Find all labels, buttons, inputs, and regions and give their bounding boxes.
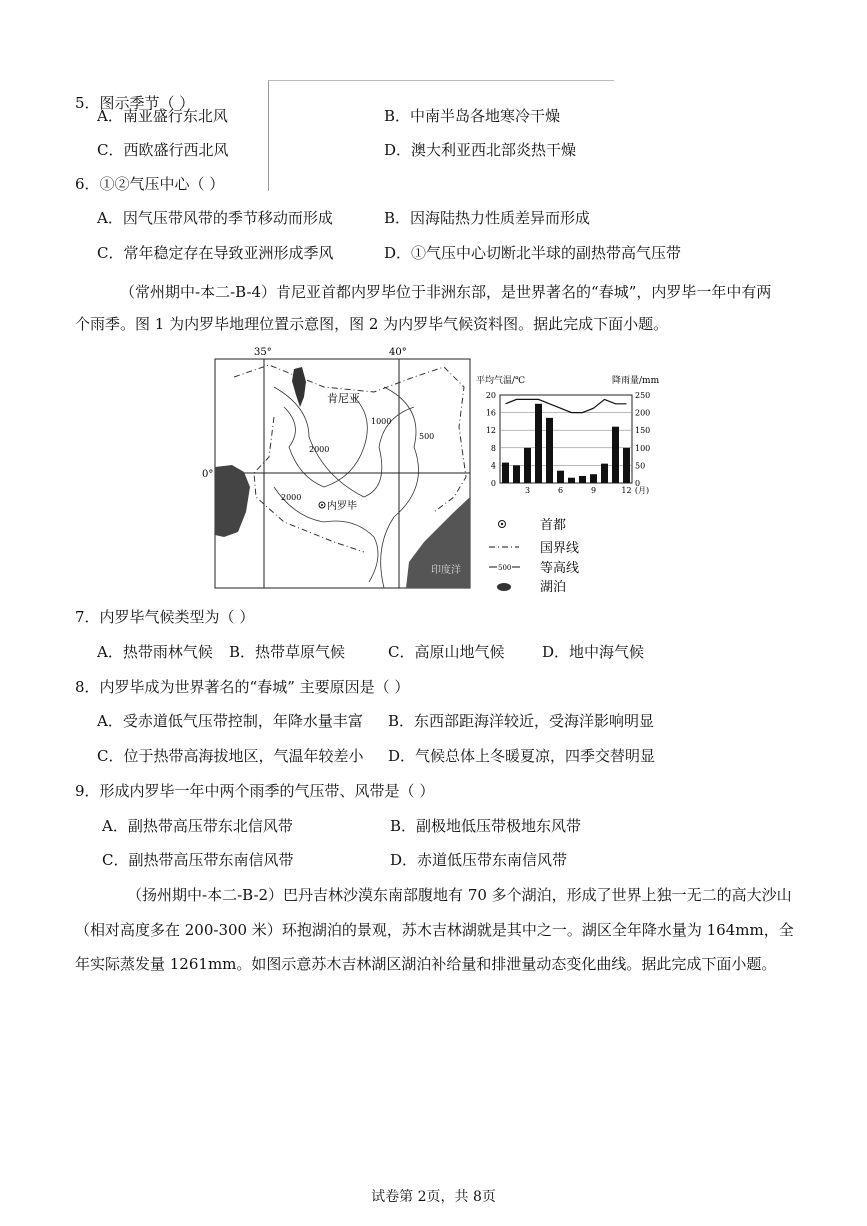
- legend-lake-icon: [497, 583, 511, 591]
- climate-chart: [476, 374, 660, 495]
- legend-contour-label: 等高线: [540, 561, 580, 576]
- rain-bar: [546, 418, 553, 483]
- chart-x-tick: 6: [557, 486, 564, 495]
- chart-x-tick: 12: [621, 486, 632, 495]
- rain-bar: [590, 474, 597, 483]
- rain-bar: [568, 478, 575, 483]
- chart-left-axis-label: 平均气温/℃: [476, 376, 526, 386]
- chart-right-tick: 200: [635, 408, 651, 418]
- capital-label: 内罗毕: [327, 501, 357, 512]
- q9-option-a: A．副热带高压带东北信风带: [102, 817, 293, 835]
- chart-right-tick: 150: [635, 426, 651, 436]
- q8-option-a: A．受赤道低气压带控制，年降水量丰富: [97, 712, 363, 730]
- q6-stem: 6．①②气压中心（ ）: [75, 175, 225, 193]
- legend-border-label: 国界线: [540, 541, 580, 556]
- q7-option-c: C．高原山地气候: [388, 643, 505, 661]
- lat-0-label: 0°: [202, 469, 214, 480]
- legend-capital-dot: [501, 523, 503, 525]
- q6-option-c: C．常年稳定存在导致亚洲形成季风: [97, 244, 334, 262]
- rain-bar: [557, 471, 564, 483]
- chart-x-tick: 9: [590, 486, 597, 495]
- q6-option-a: A．因气压带风带的季节移动而形成: [97, 209, 333, 227]
- temperature-line: [506, 399, 627, 412]
- rain-bar: [579, 476, 586, 483]
- chart-right-tick: 100: [635, 443, 651, 453]
- rain-bar: [612, 427, 619, 483]
- q9-stem: 9．形成内罗毕一年中两个雨季的气压带、风带是（ ）: [75, 782, 435, 800]
- figure-nairobi: [202, 347, 660, 595]
- contour-500-label: 500: [419, 432, 435, 441]
- chart-left-tick: 12: [485, 426, 496, 436]
- q9-option-b: B．副极地低压带极地东风带: [390, 817, 582, 835]
- rain-bar: [513, 465, 520, 483]
- contour-2000a-label: 2000: [309, 445, 330, 454]
- q5-stem: 5．图示季节（ ）: [75, 94, 195, 112]
- scan-artifact: [268, 80, 614, 191]
- q7-option-a: A．热带雨林气候: [97, 643, 213, 661]
- chart-left-tick: 8: [490, 443, 496, 453]
- contour-1000-label: 1000: [371, 417, 392, 426]
- chart-x-tick: 3: [524, 486, 531, 495]
- chart-right-axis-label: 降雨量/mm: [612, 376, 660, 386]
- map-country-label: 肯尼亚: [327, 392, 360, 405]
- intro2-line1: （扬州期中-本二-B-2）巴丹吉林沙漠东南部腹地有 70 多个湖泊，形成了世界上独一无二的高大沙山: [127, 886, 792, 904]
- q8-option-b: B．东西部距海洋较近，受海洋影响明显: [388, 712, 655, 730]
- chart-right-tick: 0: [635, 479, 641, 488]
- intro1-line1: （常州期中-本二-B-4）肯尼亚首都内罗毕位于非洲东部，是世界著名的“春城”，内罗毕一年中有两: [120, 283, 772, 301]
- chart-left-tick: 16: [485, 408, 496, 418]
- page-footer: 试卷第 2页，共 8页: [371, 1189, 496, 1205]
- legend: [489, 517, 579, 595]
- q8-stem: 8．内罗毕成为世界著名的“春城” 主要原因是（ ）: [75, 678, 410, 696]
- q5-option-d: D．澳大利亚西北部炎热干燥: [384, 141, 577, 159]
- rain-bar: [524, 448, 531, 483]
- contour-2000b-label: 2000: [281, 493, 302, 502]
- chart-right-tick: 250: [635, 391, 651, 400]
- legend-contour-sample: 500: [498, 564, 512, 572]
- q5-option-b: B．中南半岛各地寒冷干燥: [384, 107, 561, 125]
- lon-35-label: 35°: [254, 347, 272, 358]
- chart-left-tick: 0: [490, 479, 496, 488]
- chart-left-tick: 4: [490, 461, 496, 471]
- q9-option-c: C．副热带高压带东南信风带: [102, 851, 294, 869]
- intro1-line2: 个雨季。图 1 为内罗毕地理位置示意图，图 2 为内罗毕气候资料图。据此完成下面小题。: [75, 315, 669, 333]
- q5-option-a: A．南亚盛行东北风: [97, 107, 228, 125]
- q5-option-c: C．西欧盛行西北风: [97, 141, 229, 159]
- rain-bar: [601, 464, 608, 483]
- capital-marker-dot: [321, 504, 323, 506]
- rain-bar: [623, 448, 630, 483]
- legend-lake-label: 湖泊: [540, 580, 567, 595]
- q7-stem: 7．内罗毕气候类型为（ ）: [75, 608, 255, 626]
- intro2-line2: （相对高度多在 200-300 米）环抱湖泊的景观，苏木吉林湖就是其中之一。湖区全年降水量为 164mm，全: [75, 921, 794, 939]
- q6-option-d: D．①气压中心切断北半球的副热带高气压带: [384, 244, 682, 262]
- rain-bar: [502, 463, 509, 483]
- q8-option-d: D．气候总体上冬暖夏凉，四季交替明显: [388, 747, 656, 765]
- chart-x-tick: (月): [634, 486, 650, 495]
- q6-option-b: B．因海陆热力性质差异而形成: [384, 209, 591, 227]
- chart-right-tick: 50: [635, 461, 646, 471]
- q7-option-d: D．地中海气候: [542, 643, 645, 661]
- figure-svg: [202, 347, 660, 595]
- chart-left-tick: 20: [485, 391, 496, 400]
- q7-option-b: B．热带草原气候: [229, 643, 346, 661]
- rain-bar: [535, 404, 542, 483]
- sea-label: 印度洋: [431, 565, 461, 576]
- q8-option-c: C．位于热带高海拔地区，气温年较差小: [97, 747, 364, 765]
- intro2-line3: 年实际蒸发量 1261mm。如图示意苏木吉林湖区湖泊补给量和排泄量动态变化曲线。据此完成下面小题。: [75, 955, 777, 973]
- q9-option-d: D．赤道低压带东南信风带: [390, 851, 568, 869]
- legend-capital-label: 首都: [540, 518, 567, 533]
- lon-40-label: 40°: [389, 347, 407, 358]
